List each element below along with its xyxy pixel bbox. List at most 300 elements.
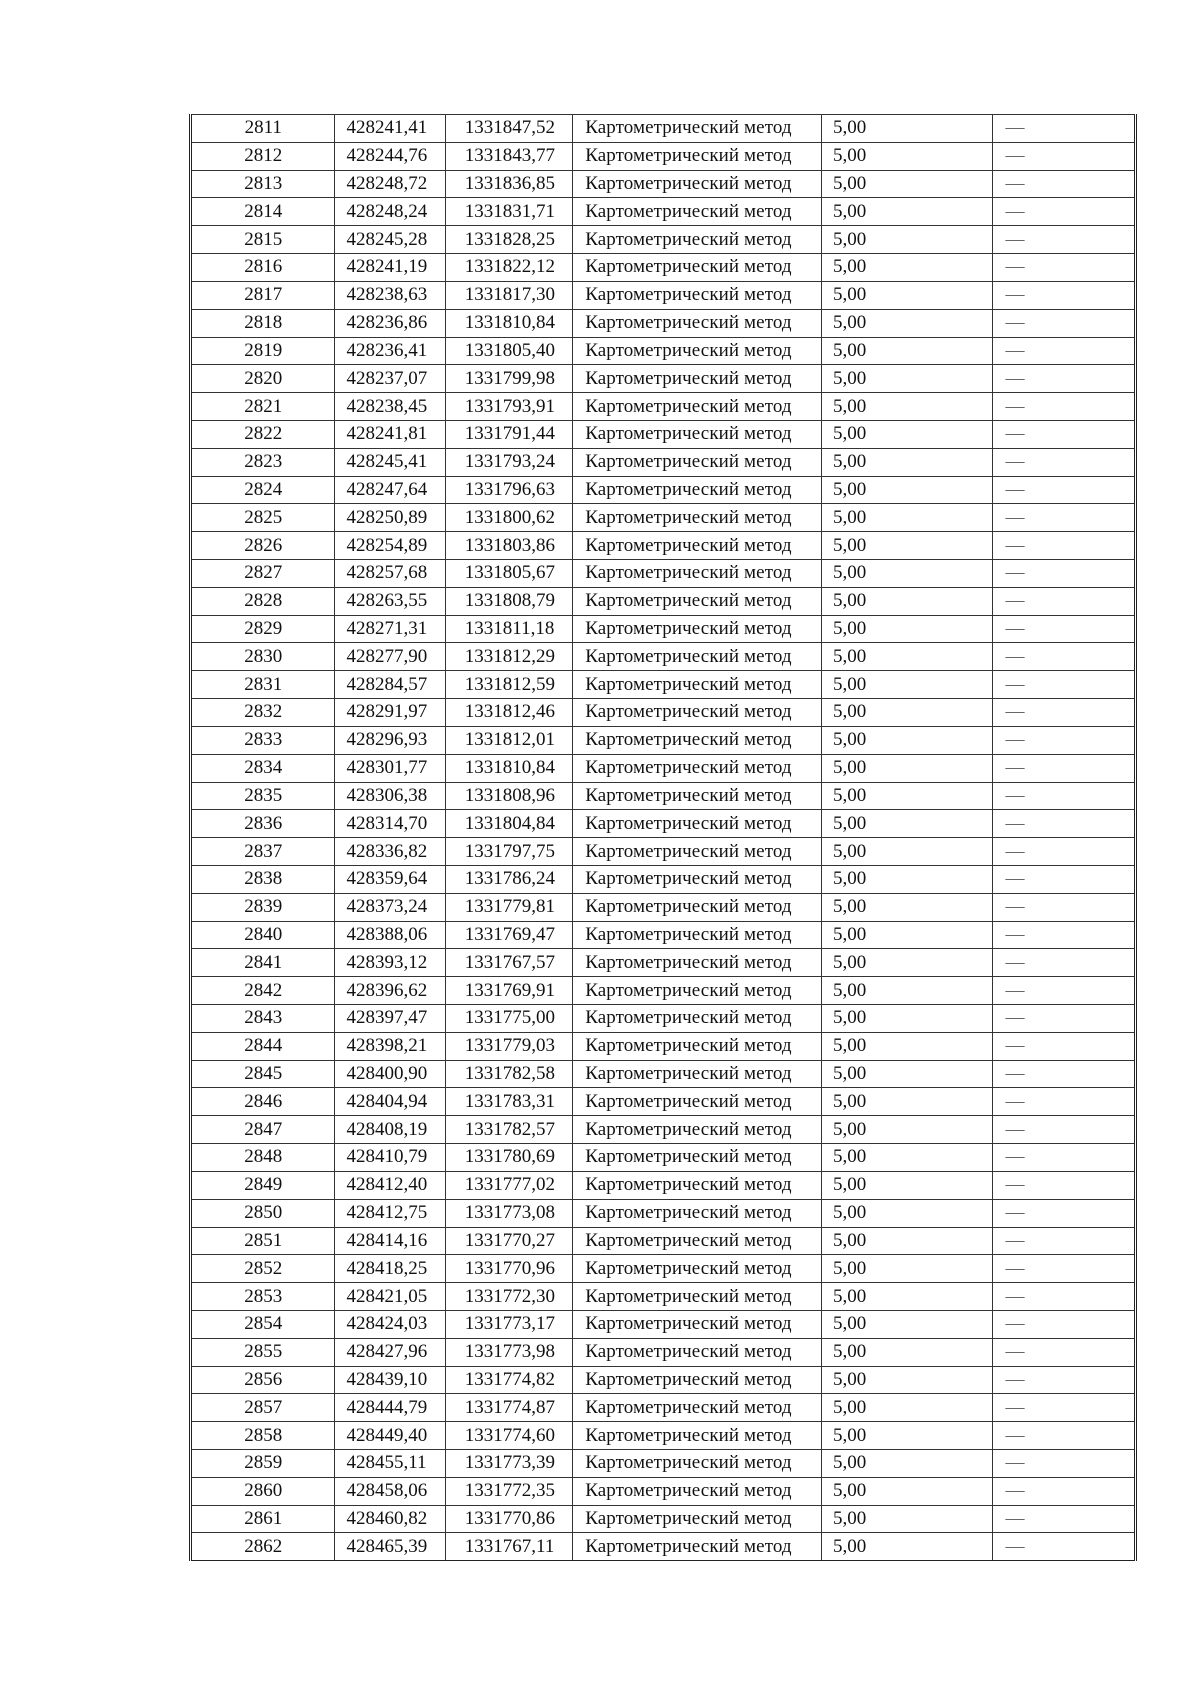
- note-cell: —: [992, 782, 1136, 810]
- y-coordinate-cell: 1331810,84: [445, 309, 572, 337]
- x-coordinate-cell: 428301,77: [335, 754, 445, 782]
- table-row: [191, 1088, 1136, 1116]
- method-cell: Картометрический метод: [573, 1283, 822, 1311]
- method-cell: Картометрический метод: [573, 1227, 822, 1255]
- table-row: [191, 1227, 1136, 1255]
- y-coordinate-cell: 1331777,02: [445, 1171, 572, 1199]
- x-coordinate-cell: 428238,63: [335, 281, 445, 309]
- y-coordinate-cell: 1331812,46: [445, 699, 572, 727]
- point-number-cell: 2849: [191, 1171, 335, 1199]
- x-coordinate-cell: 428400,90: [335, 1060, 445, 1088]
- x-coordinate-cell: 428296,93: [335, 726, 445, 754]
- note-cell: —: [992, 1366, 1136, 1394]
- point-number-cell: 2827: [191, 560, 335, 588]
- y-coordinate-cell: 1331828,25: [445, 226, 572, 254]
- method-cell: Картометрический метод: [573, 309, 822, 337]
- note-cell: —: [992, 1227, 1136, 1255]
- note-cell: —: [992, 365, 1136, 393]
- point-number-cell: 2857: [191, 1394, 335, 1422]
- table-row: [191, 1144, 1136, 1172]
- x-coordinate-cell: 428359,64: [335, 865, 445, 893]
- accuracy-cell: 5,00: [821, 1116, 992, 1144]
- y-coordinate-cell: 1331805,40: [445, 337, 572, 365]
- table-row: [191, 448, 1136, 476]
- x-coordinate-cell: 428277,90: [335, 643, 445, 671]
- table-row: [191, 365, 1136, 393]
- accuracy-cell: 5,00: [821, 1005, 992, 1033]
- note-cell: —: [992, 1310, 1136, 1338]
- note-cell: —: [992, 309, 1136, 337]
- x-coordinate-cell: 428314,70: [335, 810, 445, 838]
- note-cell: —: [992, 1394, 1136, 1422]
- method-cell: Картометрический метод: [573, 1088, 822, 1116]
- y-coordinate-cell: 1331773,39: [445, 1450, 572, 1478]
- method-cell: Картометрический метод: [573, 615, 822, 643]
- y-coordinate-cell: 1331786,24: [445, 865, 572, 893]
- table-row: [191, 1366, 1136, 1394]
- x-coordinate-cell: 428237,07: [335, 365, 445, 393]
- table-row: [191, 309, 1136, 337]
- method-cell: Картометрический метод: [573, 1505, 822, 1533]
- point-number-cell: 2861: [191, 1505, 335, 1533]
- table-row: [191, 893, 1136, 921]
- point-number-cell: 2845: [191, 1060, 335, 1088]
- method-cell: Картометрический метод: [573, 198, 822, 226]
- y-coordinate-cell: 1331770,27: [445, 1227, 572, 1255]
- table-row: [191, 532, 1136, 560]
- y-coordinate-cell: 1331804,84: [445, 810, 572, 838]
- table-row: [191, 226, 1136, 254]
- y-coordinate-cell: 1331797,75: [445, 838, 572, 866]
- method-cell: Картометрический метод: [573, 254, 822, 282]
- accuracy-cell: 5,00: [821, 393, 992, 421]
- x-coordinate-cell: 428236,41: [335, 337, 445, 365]
- accuracy-cell: 5,00: [821, 587, 992, 615]
- note-cell: —: [992, 587, 1136, 615]
- note-cell: —: [992, 393, 1136, 421]
- note-cell: —: [992, 699, 1136, 727]
- table-row: [191, 170, 1136, 198]
- table-row: [191, 782, 1136, 810]
- point-number-cell: 2839: [191, 893, 335, 921]
- table-row: [191, 865, 1136, 893]
- point-number-cell: 2833: [191, 726, 335, 754]
- point-number-cell: 2824: [191, 476, 335, 504]
- x-coordinate-cell: 428398,21: [335, 1032, 445, 1060]
- accuracy-cell: 5,00: [821, 1338, 992, 1366]
- point-number-cell: 2814: [191, 198, 335, 226]
- note-cell: —: [992, 1144, 1136, 1172]
- y-coordinate-cell: 1331811,18: [445, 615, 572, 643]
- point-number-cell: 2855: [191, 1338, 335, 1366]
- note-cell: —: [992, 1255, 1136, 1283]
- y-coordinate-cell: 1331779,03: [445, 1032, 572, 1060]
- note-cell: —: [992, 1477, 1136, 1505]
- x-coordinate-cell: 428241,81: [335, 420, 445, 448]
- x-coordinate-cell: 428241,19: [335, 254, 445, 282]
- method-cell: Картометрический метод: [573, 977, 822, 1005]
- point-number-cell: 2813: [191, 170, 335, 198]
- accuracy-cell: 5,00: [821, 615, 992, 643]
- method-cell: Картометрический метод: [573, 476, 822, 504]
- table-row: [191, 476, 1136, 504]
- method-cell: Картометрический метод: [573, 448, 822, 476]
- accuracy-cell: 5,00: [821, 504, 992, 532]
- point-number-cell: 2819: [191, 337, 335, 365]
- point-number-cell: 2854: [191, 1310, 335, 1338]
- point-number-cell: 2844: [191, 1032, 335, 1060]
- y-coordinate-cell: 1331775,00: [445, 1005, 572, 1033]
- point-number-cell: 2841: [191, 949, 335, 977]
- point-number-cell: 2842: [191, 977, 335, 1005]
- y-coordinate-cell: 1331810,84: [445, 754, 572, 782]
- accuracy-cell: 5,00: [821, 699, 992, 727]
- method-cell: Картометрический метод: [573, 1533, 822, 1561]
- method-cell: Картометрический метод: [573, 782, 822, 810]
- x-coordinate-cell: 428241,41: [335, 115, 445, 143]
- table-row: [191, 1005, 1136, 1033]
- method-cell: Картометрический метод: [573, 142, 822, 170]
- x-coordinate-cell: 428410,79: [335, 1144, 445, 1172]
- y-coordinate-cell: 1331803,86: [445, 532, 572, 560]
- method-cell: Картометрический метод: [573, 1338, 822, 1366]
- method-cell: Картометрический метод: [573, 420, 822, 448]
- y-coordinate-cell: 1331812,29: [445, 643, 572, 671]
- x-coordinate-cell: 428244,76: [335, 142, 445, 170]
- y-coordinate-cell: 1331800,62: [445, 504, 572, 532]
- note-cell: —: [992, 226, 1136, 254]
- method-cell: Картометрический метод: [573, 1171, 822, 1199]
- note-cell: —: [992, 1422, 1136, 1450]
- accuracy-cell: 5,00: [821, 1199, 992, 1227]
- y-coordinate-cell: 1331782,58: [445, 1060, 572, 1088]
- table-row: [191, 977, 1136, 1005]
- method-cell: Картометрический метод: [573, 754, 822, 782]
- y-coordinate-cell: 1331772,35: [445, 1477, 572, 1505]
- point-number-cell: 2851: [191, 1227, 335, 1255]
- x-coordinate-cell: 428412,75: [335, 1199, 445, 1227]
- point-number-cell: 2818: [191, 309, 335, 337]
- x-coordinate-cell: 428421,05: [335, 1283, 445, 1311]
- method-cell: Картометрический метод: [573, 226, 822, 254]
- y-coordinate-cell: 1331791,44: [445, 420, 572, 448]
- accuracy-cell: 5,00: [821, 226, 992, 254]
- note-cell: —: [992, 893, 1136, 921]
- point-number-cell: 2837: [191, 838, 335, 866]
- accuracy-cell: 5,00: [821, 838, 992, 866]
- table-row: [191, 504, 1136, 532]
- table-row: [191, 699, 1136, 727]
- method-cell: Картометрический метод: [573, 1144, 822, 1172]
- method-cell: Картометрический метод: [573, 643, 822, 671]
- method-cell: Картометрический метод: [573, 1116, 822, 1144]
- method-cell: Картометрический метод: [573, 1005, 822, 1033]
- x-coordinate-cell: 428396,62: [335, 977, 445, 1005]
- note-cell: —: [992, 170, 1136, 198]
- x-coordinate-cell: 428393,12: [335, 949, 445, 977]
- x-coordinate-cell: 428404,94: [335, 1088, 445, 1116]
- x-coordinate-cell: 428291,97: [335, 699, 445, 727]
- accuracy-cell: 5,00: [821, 115, 992, 143]
- x-coordinate-cell: 428336,82: [335, 838, 445, 866]
- accuracy-cell: 5,00: [821, 865, 992, 893]
- y-coordinate-cell: 1331770,96: [445, 1255, 572, 1283]
- method-cell: Картометрический метод: [573, 337, 822, 365]
- y-coordinate-cell: 1331772,30: [445, 1283, 572, 1311]
- point-number-cell: 2859: [191, 1450, 335, 1478]
- point-number-cell: 2834: [191, 754, 335, 782]
- note-cell: —: [992, 838, 1136, 866]
- x-coordinate-cell: 428424,03: [335, 1310, 445, 1338]
- method-cell: Картометрический метод: [573, 671, 822, 699]
- accuracy-cell: 5,00: [821, 337, 992, 365]
- y-coordinate-cell: 1331793,91: [445, 393, 572, 421]
- table-row: [191, 1338, 1136, 1366]
- y-coordinate-cell: 1331779,81: [445, 893, 572, 921]
- x-coordinate-cell: 428414,16: [335, 1227, 445, 1255]
- table-row: [191, 337, 1136, 365]
- method-cell: Картометрический метод: [573, 1366, 822, 1394]
- table-row: [191, 921, 1136, 949]
- accuracy-cell: 5,00: [821, 532, 992, 560]
- accuracy-cell: 5,00: [821, 560, 992, 588]
- point-number-cell: 2852: [191, 1255, 335, 1283]
- y-coordinate-cell: 1331769,47: [445, 921, 572, 949]
- method-cell: Картометрический метод: [573, 1032, 822, 1060]
- point-number-cell: 2840: [191, 921, 335, 949]
- table-row: [191, 1060, 1136, 1088]
- method-cell: Картометрический метод: [573, 921, 822, 949]
- table-body: [191, 115, 1136, 1561]
- point-number-cell: 2835: [191, 782, 335, 810]
- note-cell: —: [992, 420, 1136, 448]
- point-number-cell: 2850: [191, 1199, 335, 1227]
- table-row: [191, 198, 1136, 226]
- method-cell: Картометрический метод: [573, 893, 822, 921]
- point-number-cell: 2822: [191, 420, 335, 448]
- table-row: [191, 1533, 1136, 1561]
- x-coordinate-cell: 428236,86: [335, 309, 445, 337]
- y-coordinate-cell: 1331812,01: [445, 726, 572, 754]
- point-number-cell: 2848: [191, 1144, 335, 1172]
- accuracy-cell: 5,00: [821, 1144, 992, 1172]
- point-number-cell: 2828: [191, 587, 335, 615]
- note-cell: —: [992, 1060, 1136, 1088]
- accuracy-cell: 5,00: [821, 810, 992, 838]
- method-cell: Картометрический метод: [573, 1199, 822, 1227]
- point-number-cell: 2825: [191, 504, 335, 532]
- table-row: [191, 1310, 1136, 1338]
- note-cell: —: [992, 1533, 1136, 1561]
- table-row: [191, 1394, 1136, 1422]
- accuracy-cell: 5,00: [821, 476, 992, 504]
- note-cell: —: [992, 921, 1136, 949]
- method-cell: Картометрический метод: [573, 1422, 822, 1450]
- note-cell: —: [992, 949, 1136, 977]
- point-number-cell: 2815: [191, 226, 335, 254]
- point-number-cell: 2843: [191, 1005, 335, 1033]
- accuracy-cell: 5,00: [821, 1366, 992, 1394]
- note-cell: —: [992, 1199, 1136, 1227]
- point-number-cell: 2831: [191, 671, 335, 699]
- note-cell: —: [992, 504, 1136, 532]
- table-row: [191, 1450, 1136, 1478]
- x-coordinate-cell: 428397,47: [335, 1005, 445, 1033]
- x-coordinate-cell: 428427,96: [335, 1338, 445, 1366]
- note-cell: —: [992, 560, 1136, 588]
- y-coordinate-cell: 1331808,96: [445, 782, 572, 810]
- accuracy-cell: 5,00: [821, 1477, 992, 1505]
- note-cell: —: [992, 281, 1136, 309]
- point-number-cell: 2862: [191, 1533, 335, 1561]
- point-number-cell: 2836: [191, 810, 335, 838]
- y-coordinate-cell: 1331805,67: [445, 560, 572, 588]
- y-coordinate-cell: 1331783,31: [445, 1088, 572, 1116]
- method-cell: Картометрический метод: [573, 699, 822, 727]
- x-coordinate-cell: 428408,19: [335, 1116, 445, 1144]
- table-row: [191, 115, 1136, 143]
- table-row: [191, 810, 1136, 838]
- accuracy-cell: 5,00: [821, 977, 992, 1005]
- x-coordinate-cell: 428248,72: [335, 170, 445, 198]
- y-coordinate-cell: 1331767,11: [445, 1533, 572, 1561]
- accuracy-cell: 5,00: [821, 671, 992, 699]
- y-coordinate-cell: 1331793,24: [445, 448, 572, 476]
- x-coordinate-cell: 428247,64: [335, 476, 445, 504]
- y-coordinate-cell: 1331770,86: [445, 1505, 572, 1533]
- accuracy-cell: 5,00: [821, 142, 992, 170]
- method-cell: Картометрический метод: [573, 1310, 822, 1338]
- y-coordinate-cell: 1331812,59: [445, 671, 572, 699]
- accuracy-cell: 5,00: [821, 1533, 992, 1561]
- table-row: [191, 643, 1136, 671]
- accuracy-cell: 5,00: [821, 1310, 992, 1338]
- y-coordinate-cell: 1331773,98: [445, 1338, 572, 1366]
- x-coordinate-cell: 428263,55: [335, 587, 445, 615]
- accuracy-cell: 5,00: [821, 1394, 992, 1422]
- note-cell: —: [992, 726, 1136, 754]
- point-number-cell: 2821: [191, 393, 335, 421]
- x-coordinate-cell: 428439,10: [335, 1366, 445, 1394]
- y-coordinate-cell: 1331796,63: [445, 476, 572, 504]
- table-row: [191, 1422, 1136, 1450]
- method-cell: Картометрический метод: [573, 810, 822, 838]
- accuracy-cell: 5,00: [821, 254, 992, 282]
- note-cell: —: [992, 115, 1136, 143]
- accuracy-cell: 5,00: [821, 1032, 992, 1060]
- accuracy-cell: 5,00: [821, 782, 992, 810]
- accuracy-cell: 5,00: [821, 281, 992, 309]
- note-cell: —: [992, 615, 1136, 643]
- table-row: [191, 1255, 1136, 1283]
- accuracy-cell: 5,00: [821, 643, 992, 671]
- point-number-cell: 2811: [191, 115, 335, 143]
- x-coordinate-cell: 428418,25: [335, 1255, 445, 1283]
- y-coordinate-cell: 1331782,57: [445, 1116, 572, 1144]
- point-number-cell: 2838: [191, 865, 335, 893]
- x-coordinate-cell: 428412,40: [335, 1171, 445, 1199]
- method-cell: Картометрический метод: [573, 1060, 822, 1088]
- point-number-cell: 2853: [191, 1283, 335, 1311]
- accuracy-cell: 5,00: [821, 949, 992, 977]
- accuracy-cell: 5,00: [821, 921, 992, 949]
- method-cell: Картометрический метод: [573, 365, 822, 393]
- accuracy-cell: 5,00: [821, 1283, 992, 1311]
- method-cell: Картометрический метод: [573, 115, 822, 143]
- note-cell: —: [992, 643, 1136, 671]
- point-number-cell: 2812: [191, 142, 335, 170]
- accuracy-cell: 5,00: [821, 1255, 992, 1283]
- x-coordinate-cell: 428460,82: [335, 1505, 445, 1533]
- table-row: [191, 754, 1136, 782]
- y-coordinate-cell: 1331774,60: [445, 1422, 572, 1450]
- accuracy-cell: 5,00: [821, 1422, 992, 1450]
- x-coordinate-cell: 428248,24: [335, 198, 445, 226]
- accuracy-cell: 5,00: [821, 198, 992, 226]
- y-coordinate-cell: 1331774,82: [445, 1366, 572, 1394]
- y-coordinate-cell: 1331767,57: [445, 949, 572, 977]
- note-cell: —: [992, 198, 1136, 226]
- point-number-cell: 2817: [191, 281, 335, 309]
- x-coordinate-cell: 428245,28: [335, 226, 445, 254]
- method-cell: Картометрический метод: [573, 587, 822, 615]
- accuracy-cell: 5,00: [821, 754, 992, 782]
- note-cell: —: [992, 448, 1136, 476]
- table-row: [191, 281, 1136, 309]
- coordinates-table: [189, 114, 1137, 1561]
- method-cell: Картометрический метод: [573, 1255, 822, 1283]
- table-row: [191, 1505, 1136, 1533]
- x-coordinate-cell: 428388,06: [335, 921, 445, 949]
- method-cell: Картометрический метод: [573, 949, 822, 977]
- note-cell: —: [992, 671, 1136, 699]
- point-number-cell: 2832: [191, 699, 335, 727]
- point-number-cell: 2830: [191, 643, 335, 671]
- note-cell: —: [992, 1005, 1136, 1033]
- x-coordinate-cell: 428458,06: [335, 1477, 445, 1505]
- point-number-cell: 2826: [191, 532, 335, 560]
- point-number-cell: 2847: [191, 1116, 335, 1144]
- accuracy-cell: 5,00: [821, 365, 992, 393]
- x-coordinate-cell: 428449,40: [335, 1422, 445, 1450]
- x-coordinate-cell: 428444,79: [335, 1394, 445, 1422]
- method-cell: Картометрический метод: [573, 560, 822, 588]
- method-cell: Картометрический метод: [573, 281, 822, 309]
- method-cell: Картометрический метод: [573, 170, 822, 198]
- table-row: [191, 726, 1136, 754]
- y-coordinate-cell: 1331831,71: [445, 198, 572, 226]
- table-row: [191, 587, 1136, 615]
- point-number-cell: 2846: [191, 1088, 335, 1116]
- note-cell: —: [992, 254, 1136, 282]
- accuracy-cell: 5,00: [821, 170, 992, 198]
- note-cell: —: [992, 476, 1136, 504]
- table-row: [191, 560, 1136, 588]
- x-coordinate-cell: 428238,45: [335, 393, 445, 421]
- accuracy-cell: 5,00: [821, 309, 992, 337]
- note-cell: —: [992, 142, 1136, 170]
- note-cell: —: [992, 532, 1136, 560]
- method-cell: Картометрический метод: [573, 1450, 822, 1478]
- table-row: [191, 393, 1136, 421]
- table-row: [191, 838, 1136, 866]
- x-coordinate-cell: 428257,68: [335, 560, 445, 588]
- x-coordinate-cell: 428245,41: [335, 448, 445, 476]
- method-cell: Картометрический метод: [573, 1477, 822, 1505]
- y-coordinate-cell: 1331836,85: [445, 170, 572, 198]
- accuracy-cell: 5,00: [821, 1505, 992, 1533]
- y-coordinate-cell: 1331847,52: [445, 115, 572, 143]
